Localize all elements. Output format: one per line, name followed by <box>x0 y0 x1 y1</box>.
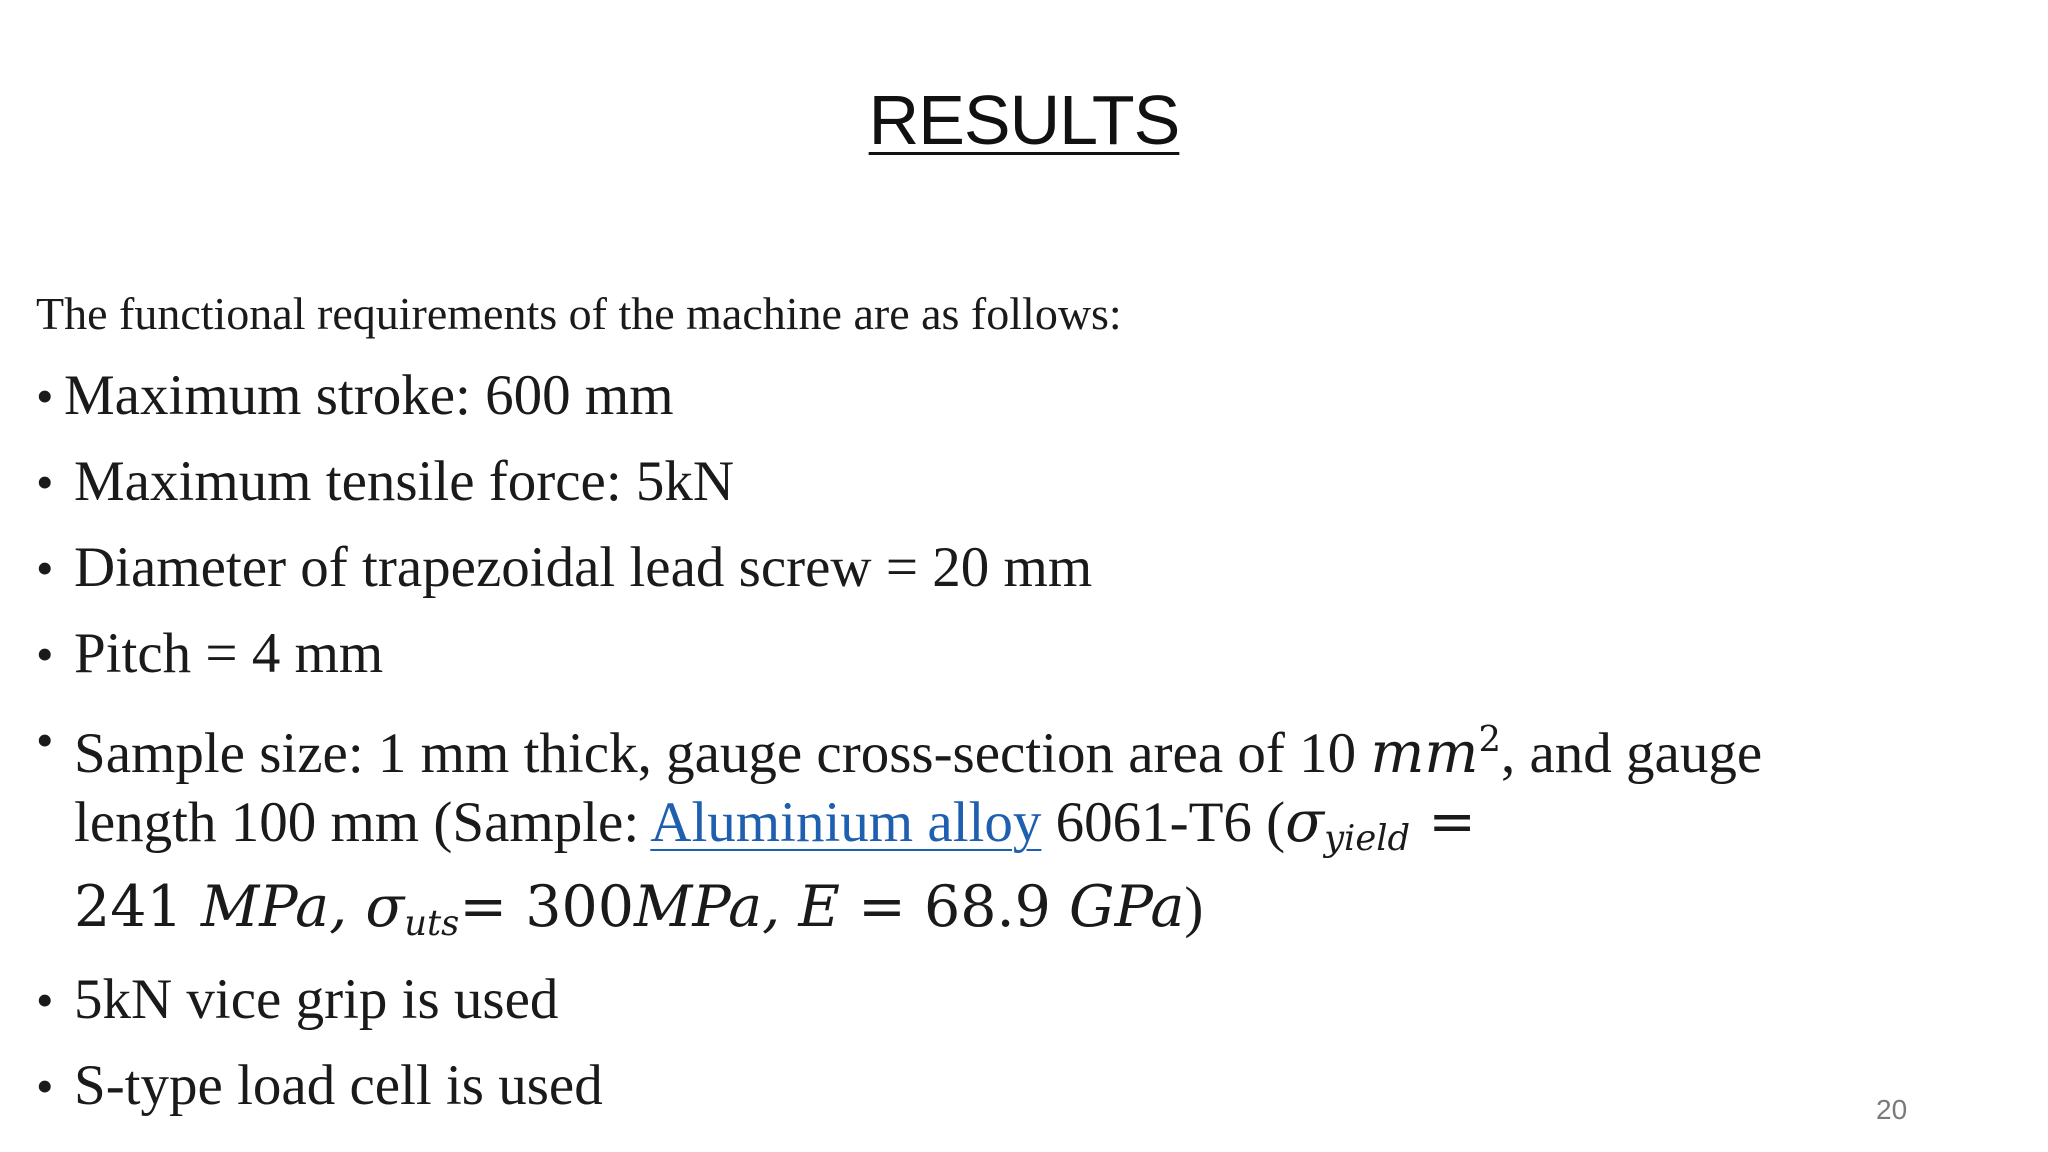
sample-line-3 <box>74 873 1996 958</box>
bullet-icon: • <box>36 454 54 510</box>
close-paren: ) <box>1184 876 1204 940</box>
sample-after-area: , and gauge <box>1500 722 1763 786</box>
sigma-yield <box>1285 789 1411 860</box>
list-item-pitch <box>36 620 1996 688</box>
modulus-value: = 68.9 <box>840 874 1070 941</box>
sigma-symbol: σ <box>1285 789 1325 856</box>
gpa-unit: GPa <box>1069 874 1185 941</box>
list-item-load-cell <box>36 1052 1996 1120</box>
list-item-text: Maximum stroke: 600 mm <box>64 364 674 427</box>
uts-subscript: uts <box>404 902 460 944</box>
requirements-list <box>36 362 1996 1138</box>
sample-line-2 <box>74 788 1996 873</box>
sigma-symbol: σ <box>365 874 405 941</box>
aluminium-alloy-link[interactable]: Aluminium alloy <box>650 791 1042 855</box>
area-unit-text: mm <box>1370 720 1479 787</box>
list-item-text: Pitch = 4 mm <box>74 622 384 685</box>
uts-value: = 300 <box>459 874 635 941</box>
list-item-text: Maximum tensile force: 5kN <box>74 450 735 513</box>
list-item-max-tensile-force <box>36 448 1996 516</box>
area-exponent: 2 <box>1478 719 1501 760</box>
bullet-icon: • <box>36 712 54 768</box>
mpa-unit: MPa <box>634 874 763 941</box>
slide-title <box>0 82 2048 159</box>
comma: , <box>329 874 366 941</box>
bullet-icon: • <box>36 540 54 596</box>
sigma-uts <box>365 874 460 944</box>
sample-prefix: Sample size: 1 mm thick, gauge cross-section area of 10 <box>74 722 1371 786</box>
list-item-text: 5kN vice grip is used <box>74 967 559 1031</box>
bullet-icon: • <box>36 626 54 682</box>
bullet-icon: • <box>36 1057 54 1114</box>
list-item-sample-size <box>36 706 1996 958</box>
list-item-lead-screw-diameter <box>36 534 1996 602</box>
list-item-text: S-type load cell is used <box>74 1053 603 1117</box>
equals-sign: = <box>1410 789 1477 856</box>
sample-line2-suffix: 6061-T6 ( <box>1041 791 1286 855</box>
modulus-symbol: E <box>798 874 841 941</box>
intro-text: The functional requirements of the machine are as follows: <box>36 288 1122 339</box>
bullet-icon: • <box>36 368 54 424</box>
page-number: 20 <box>1876 1094 1908 1125</box>
list-item-vice-grip <box>36 966 1996 1034</box>
yield-value: 241 <box>74 874 201 941</box>
list-item-max-stroke <box>36 362 1996 430</box>
sample-line-1 <box>74 706 1996 788</box>
bullet-icon: • <box>36 971 54 1028</box>
sample-line2-prefix: length 100 mm (Sample: <box>74 791 651 855</box>
area-unit <box>1370 720 1501 786</box>
slide-title-text: RESULTS <box>868 81 1180 159</box>
separator: , <box>762 874 799 941</box>
yield-subscript: yield <box>1324 818 1411 860</box>
list-item-text: Diameter of trapezoidal lead screw = 20 mm <box>74 536 1093 599</box>
mpa-unit: MPa <box>200 874 330 941</box>
